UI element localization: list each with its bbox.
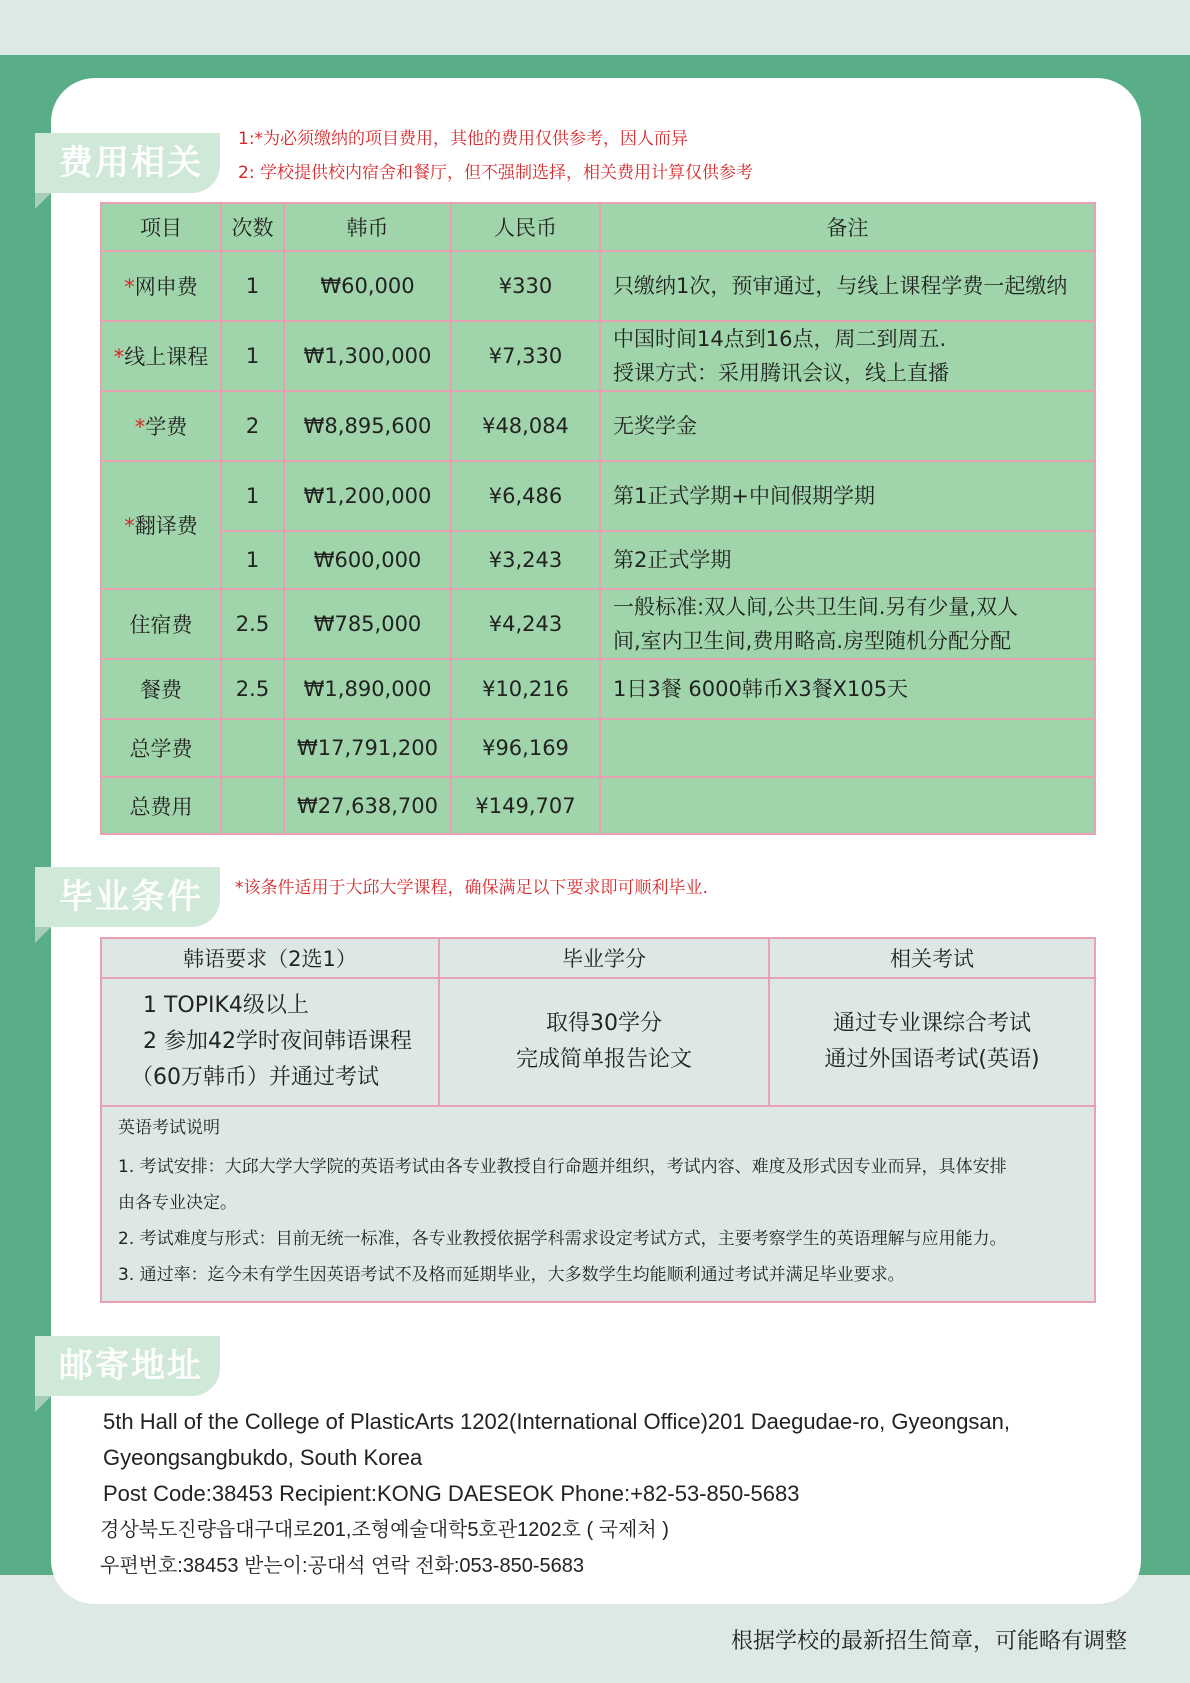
graduation-requirements-row [101, 978, 1095, 1106]
exam-requirement: 通过专业课综合考试 通过外国语考试(英语) [769, 978, 1095, 1106]
row-times [221, 777, 284, 834]
table-row [101, 777, 1095, 834]
row-times [221, 719, 284, 777]
table-row [101, 251, 1095, 321]
english-exam-row [101, 1106, 1095, 1302]
row-cny: ¥330 [451, 251, 600, 321]
row-remark: 中国时间14点到16点，周二到周五. 授课方式：采用腾讯会议，线上直播 [600, 321, 1095, 391]
table-row [101, 719, 1095, 777]
row-times: 1 [221, 251, 284, 321]
required-star: * [124, 514, 135, 538]
header-item: 项目 [101, 203, 221, 251]
required-star: * [124, 275, 135, 299]
english-exam-line: 1. 考试安排：大邱大学大学院的英语考试由各专业教授自行命题并组织，考试内容、难度及形式因专业而异，具体安排 [118, 1157, 1007, 1177]
row-krw: ₩8,895,600 [284, 391, 451, 461]
row-times: 1 [221, 321, 284, 391]
english-exam-line: 2. 考试难度与形式：目前无统一标准，各专业教授依据学科需求设定考试方式，主要考察学生的英语理解与应用能力。 [118, 1229, 1007, 1249]
graduation-section-tab: 毕业条件 [35, 867, 220, 927]
fees-note-2: 2: 学校提供校内宿舍和餐厅，但不强制选择，相关费用计算仅供参考 [238, 163, 753, 183]
row-remark: 只缴纳1次，预审通过，与线上课程学费一起缴纳 [600, 251, 1095, 321]
header-cny: 人民币 [451, 203, 600, 251]
row-times: 1 [221, 531, 284, 589]
address-line-korean: 경상북도진량읍대구대로201,조형예술대학5호관1202호 ( 국제처 ) [100, 1519, 669, 1541]
header-remark: 备注 [600, 203, 1095, 251]
mailing-address [100, 1404, 1103, 1584]
fee-table-header [101, 203, 1095, 251]
header-krw: 韩币 [284, 203, 451, 251]
row-times: 2 [221, 391, 284, 461]
row-cny: ¥6,486 [451, 461, 600, 531]
row-krw: ₩785,000 [284, 589, 451, 659]
address-line: Post Code:38453 Recipient:KONG DAESEOK Phone:+82-53-850-5683 [103, 1481, 800, 1506]
row-remark: 第1正式学期+中间假期学期 [600, 461, 1095, 531]
row-krw: ₩17,791,200 [284, 719, 451, 777]
row-cny: ¥7,330 [451, 321, 600, 391]
graduation-table [100, 937, 1096, 1303]
row-remark: 一般标准:双人间,公共卫生间.另有少量,双人 间,室内卫生间,费用略高.房型随机分配分配 [600, 589, 1095, 659]
english-exam-title: 英语考试说明 [118, 1118, 220, 1138]
row-cny: ¥149,707 [451, 777, 600, 834]
row-item: *网申费 [101, 251, 221, 321]
required-star: * [113, 345, 125, 369]
table-row [101, 589, 1095, 659]
row-item: *学费 [101, 391, 221, 461]
row-item: 总学费 [101, 719, 221, 777]
address-line: 5th Hall of the College of PlasticArts 1202(International Office)201 Daegudae-ro, Gyeongsan, [103, 1409, 1011, 1434]
row-remark: 第2正式学期 [600, 531, 1095, 589]
row-item: *翻译费 [101, 461, 221, 589]
row-item: 总费用 [101, 777, 221, 834]
header-credits: 毕业学分 [439, 938, 769, 978]
row-krw: ₩1,300,000 [284, 321, 451, 391]
table-row [101, 659, 1095, 719]
header-korean: 韩语要求（2选1） [101, 938, 439, 978]
footer-disclaimer: 根据学校的最新招生简章，可能略有调整 [730, 1629, 1127, 1654]
address-line-korean: 우편번호:38453 받는이:공대석 연락 전화:053-850-5683 [100, 1555, 584, 1577]
row-times: 1 [221, 461, 284, 531]
row-cny: ¥10,216 [451, 659, 600, 719]
row-remark: 无奖学金 [600, 391, 1095, 461]
english-exam-line: 由各专业决定。 [118, 1193, 237, 1213]
mail-section-tab: 邮寄地址 [35, 1336, 220, 1396]
row-item: *线上课程 [101, 321, 221, 391]
korean-requirement: 1 TOPIK4级以上 2 参加42学时夜间韩语课程 （60万韩币）并通过考试 [101, 978, 439, 1106]
row-remark: 1日3餐 6000韩币X3餐X105天 [600, 659, 1095, 719]
credit-requirement: 取得30学分 完成简单报告论文 [439, 978, 769, 1106]
table-row [101, 321, 1095, 391]
english-exam-line: 3. 通过率：迄今未有学生因英语考试不及格而延期毕业，大多数学生均能顺利通过考试并满足毕业要求。 [118, 1265, 905, 1285]
table-row [101, 391, 1095, 461]
row-cny: ¥3,243 [451, 531, 600, 589]
graduation-header [101, 938, 1095, 978]
graduation-note: *该条件适用于大邱大学课程，确保满足以下要求即可顺利毕业. [235, 878, 708, 898]
address-line: Gyeongsangbukdo, South Korea [103, 1445, 423, 1470]
header-times: 次数 [221, 203, 284, 251]
header-exams: 相关考试 [769, 938, 1095, 978]
fees-section-tab: 费用相关 [35, 133, 220, 193]
row-krw: ₩1,200,000 [284, 461, 451, 531]
row-cny: ¥4,243 [451, 589, 600, 659]
row-cny: ¥96,169 [451, 719, 600, 777]
table-row [101, 461, 1095, 531]
english-exam-notes [101, 1106, 1095, 1302]
row-remark [600, 719, 1095, 777]
row-item: 餐费 [101, 659, 221, 719]
row-krw: ₩60,000 [284, 251, 451, 321]
table-row [101, 531, 1095, 589]
row-item: 住宿费 [101, 589, 221, 659]
row-times: 2.5 [221, 659, 284, 719]
row-cny: ¥48,084 [451, 391, 600, 461]
row-krw: ₩1,890,000 [284, 659, 451, 719]
fees-note-1: 1:*为必须缴纳的项目费用，其他的费用仅供参考，因人而异 [238, 129, 689, 149]
fee-table [100, 202, 1096, 835]
row-remark [600, 777, 1095, 834]
required-star: * [134, 415, 146, 439]
row-krw: ₩600,000 [284, 531, 451, 589]
row-times: 2.5 [221, 589, 284, 659]
row-krw: ₩27,638,700 [284, 777, 451, 834]
